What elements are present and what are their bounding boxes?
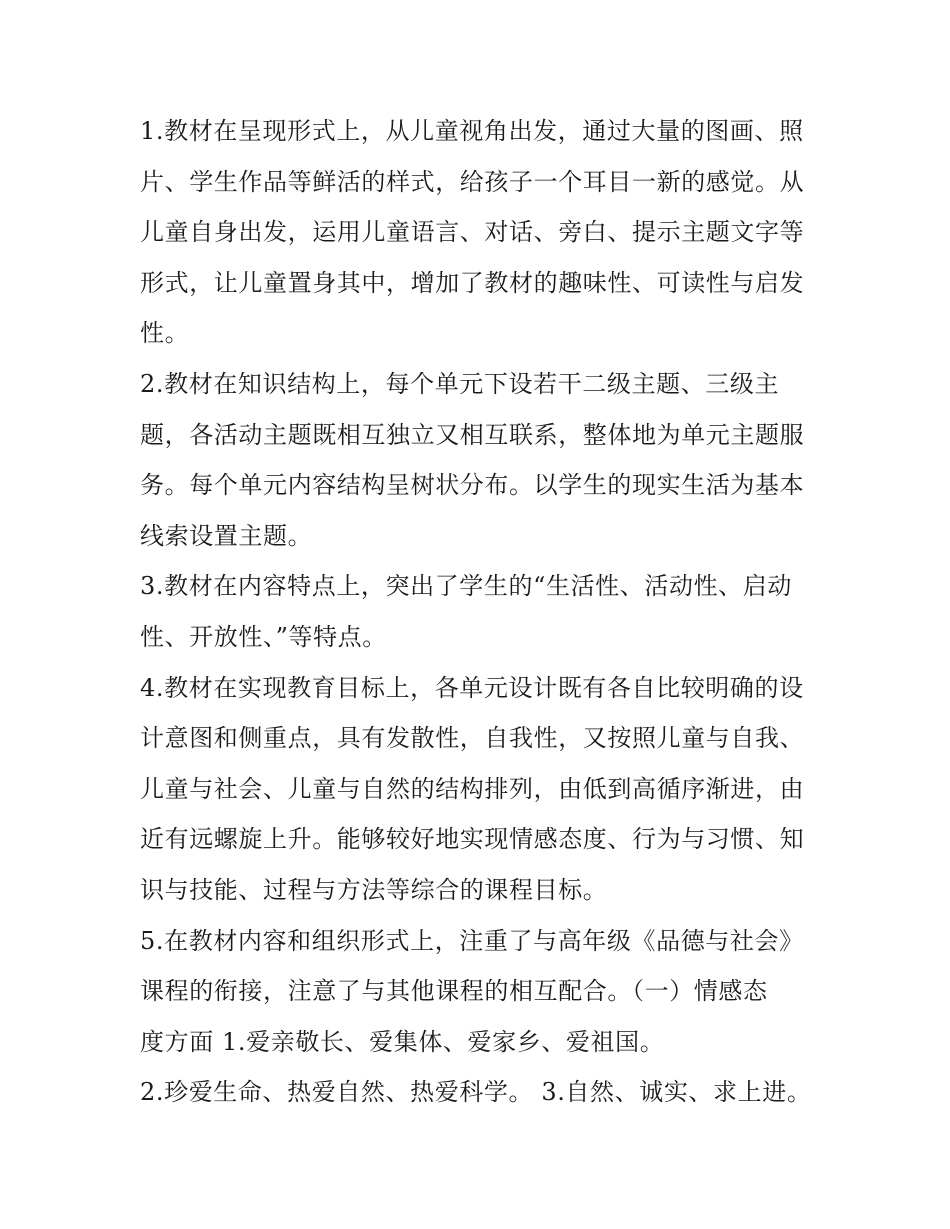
text-line: 2.珍爱生命、热爱自然、热爱科学。 3.自然、诚实、求上进。 [140,1078,812,1107]
text-line: 性、开放性、”等特点。 [140,622,387,651]
text-line: 2.教材在知识结构上，每个单元下设若干二级主题、三级主 [140,369,780,398]
text-line: 性。 [140,319,190,348]
text-line: 儿童与社会、儿童与自然的结构排列，由低到高循序渐进，由 [140,774,805,803]
text-line: 3.教材在内容特点上，突出了学生的“生活性、活动性、启动 [140,572,792,601]
text-line: 形式，让儿童置身其中，增加了教材的趣味性、可读性与启发 [140,268,805,297]
text-line: 课程的衔接，注意了与其他课程的相互配合。（一）情感态 [140,977,768,1006]
text-line: 识与技能、过程与方法等综合的课程目标。 [140,875,608,904]
text-line: 1.教材在呈现形式上，从儿童视角出发，通过大量的图画、照 [140,117,804,145]
text-line: 计意图和侧重点，具有发散性，自我性，又按照儿童与自我、 [140,724,805,753]
text-line: 儿童自身出发，运用儿童语言、对话、旁白、提示主题文字等 [140,218,805,247]
document-body [140,106,820,1118]
text-line: 度方面 1.爱亲敬长、爱集体、爱家乡、爱祖国。 [140,1027,665,1056]
text-line: 务。每个单元内容结构呈树状分布。以学生的现实生活为基本 [140,471,805,500]
text-line: 题，各活动主题既相互独立又相互联系，整体地为单元主题服 [140,420,805,449]
text-line: 5.在教材内容和组织形式上，注重了与高年级《品德与社会》 [140,926,804,955]
text-line: 片、学生作品等鲜活的样式，给孩子一个耳目一新的感觉。从 [140,167,805,196]
text-line: 4.教材在实现教育目标上，各单元设计既有各自比较明确的设 [140,673,804,702]
text-line: 近有远螺旋上升。能够较好地实现情感态度、行为与习惯、知 [140,825,805,854]
text-line: 线索设置主题。 [140,521,313,550]
